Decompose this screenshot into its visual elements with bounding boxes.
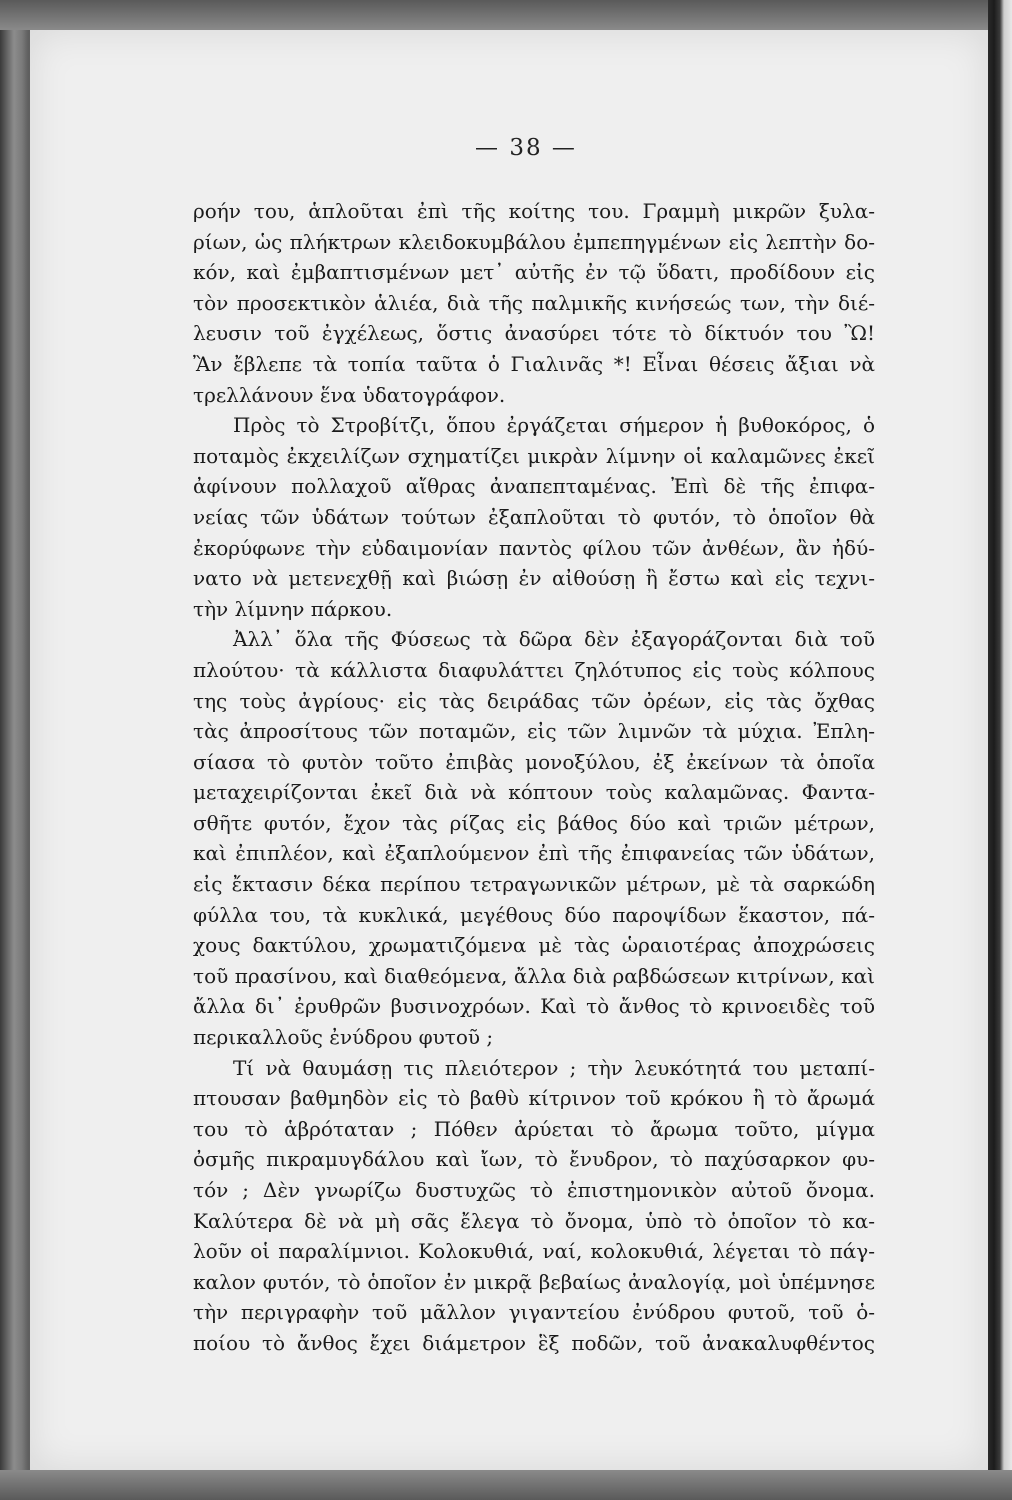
text-line: σθῆτε φυτόν, ἔχον τὰς ρίζας εἰς βάθος δύο καὶ τριῶν μέτρων, [193,810,875,835]
text-line: καλον φυτόν, τὸ ὁποῖον ἐν μικρᾷ βεβαίως ἀναλογίᾳ, μοὶ ὑπέμνησε [193,1269,875,1294]
text-line: νείας τῶν ὑδάτων τούτων ἐξαπλοῦται τὸ φυτόν, τὸ ὁποῖον θὰ [193,504,875,529]
text-line: της τοὺς ἀγρίους· εἰς τὰς δειράδας τῶν ὀρέων, εἰς τὰς ὄχθας [193,688,875,713]
text-line: ὀσμῆς πικραμυγδάλου καὶ ἴων, τὸ ἔνυδρον, τὸ παχύσαρκον φυ- [193,1147,875,1172]
text-line: τὰς ἀπροσίτους τῶν ποταμῶν, εἰς τῶν λιμνῶν τὰ μύχια. Ἐπλη- [193,719,875,744]
text-line: κόν, καὶ ἐμβαπτισμένων μετ᾽ αὐτῆς ἐν τῷ ὕδατι, προδίδουν εἰς [193,260,875,285]
text-line: του τὸ ἁβρόταταν ; Πόθεν ἀρύεται τὸ ἄρωμα τοῦτο, μίγμα [193,1116,875,1141]
text-line: τὴν περιγραφὴν τοῦ μᾶλλον γιγαντείου ἐνύδρου φυτοῦ, τοῦ ὁ- [193,1300,875,1325]
text-line: τοῦ πρασίνου, καὶ διαθεόμενα, ἄλλα διὰ ραβδώσεων κιτρίνων, καὶ [193,963,875,988]
text-line: ποίου τὸ ἄνθος ἔχει διάμετρον ἓξ ποδῶν, τοῦ ἀνακαλυφθέντος [193,1330,875,1355]
text-line: εἰς ἔκτασιν δέκα περίπου τετραγωνικῶν μέτρων, μὲ τὰ σαρκώδη [193,872,875,897]
page-number: — 38 — [475,135,577,161]
book-spine-edge [988,0,1012,1500]
text-line: φύλλα του, τὰ κυκλικά, μεγέθους δύο παροψίδων ἕκαστον, πά- [193,902,875,927]
text-line: λευσιν τοῦ ἐγχέλεως, ὅστις ἀνασύρει τότε τὸ δίκτυόν του Ὢ! [193,321,875,346]
text-line: καὶ ἐπιπλέον, καὶ ἐξαπλούμενον ἐπὶ τῆς ἐπιφανείας τῶν ὑδάτων, [193,841,875,866]
text-line: σίασα τὸ φυτὸν τοῦτο ἐπιβὰς μονοξύλου, ἐξ ἐκείνων τὰ ὁποῖα [193,749,875,774]
scan-bottom-border [0,1470,1012,1500]
text-line: νατο νὰ μετενεχθῇ καὶ βιώσῃ ἐν αἰθούσῃ ἢ ἔστω καὶ εἰς τεχνι- [193,566,875,591]
text-line: ἀφίνουν πολλαχοῦ αἴθρας ἀναπεπταμένας. Ἐπὶ δὲ τῆς ἐπιφα- [193,474,875,499]
text-line: ἄλλα δι᾽ ἐρυθρῶν βυσινοχρόων. Καὶ τὸ ἄνθος τὸ κρινοειδὲς τοῦ [193,994,875,1019]
text-line: λοῦν οἱ παραλίμνιοι. Κολοκυθιά, ναί, κολοκυθιά, λέγεται τὸ πάγ- [193,1239,875,1264]
scan-top-border [0,0,1012,30]
text-line: τόν ; Δὲν γνωρίζω δυστυχῶς τὸ ἐπιστημονικὸν αὐτοῦ ὄνομα. [193,1178,875,1202]
text-line: πτουσαν βαθμηδὸν εἰς τὸ βαθὺ κίτρινον τοῦ κρόκου ἢ τὸ ἄρωμά [193,1086,875,1111]
text-line: Τί νὰ θαυμάσῃ τις πλειότερον ; τὴν λευκότητά του μεταπί- [233,1055,875,1080]
text-line: τρελλάνουν ἕνα ὑδατογράφον. [193,382,506,407]
text-line: μεταχειρίζονται ἐκεῖ διὰ νὰ κόπτουν τοὺς καλαμῶνας. Φαντα- [193,780,875,805]
text-line: Καλύτερα δὲ νὰ μὴ σᾶς ἔλεγα τὸ ὄνομα, ὑπὸ τὸ ὁποῖον τὸ κα- [193,1208,875,1233]
text-line: Ἂν ἔβλεπε τὰ τοπία ταῦτα ὁ Γιαλινᾶς *! Εἶναι θέσεις ἄξιαι νὰ [193,351,875,376]
text-line: Πρὸς τὸ Στροβίτζι, ὅπου ἐργάζεται σήμερον ἡ βυθοκόρος, ὁ [233,413,875,438]
text-line: τὴν λίμνην πάρκου. [193,596,393,621]
text-line: πλούτου· τὰ κάλλιστα διαφυλάττει ζηλότυπος εἰς τοὺς κόλπους [193,657,875,682]
text-line: χους δακτύλου, χρωματιζόμενα μὲ τὰς ὡραιοτέρας ἀποχρώσεις [193,933,875,958]
text-line: Ἀλλ᾽ ὅλα τῆς Φύσεως τὰ δῶρα δὲν ἐξαγοράζονται διὰ τοῦ [233,627,875,652]
text-line: ἐκορύφωνε τὴν εὐδαιμονίαν παντὸς φίλου τῶν ἀνθέων, ἂν ἠδύ- [193,535,875,560]
text-line: περικαλλοῦς ἐνύδρου φυτοῦ ; [193,1025,494,1050]
text-line: ρίων, ὡς πλήκτρων κλειδοκυμβάλου ἐμπεπηγμένων εἰς λεπτὴν δο- [193,229,875,254]
text-line: ροήν του, ἁπλοῦται ἐπὶ τῆς κοίτης του. Γραμμὴ μικρῶν ξυλα- [193,199,875,223]
body-text [193,196,875,1359]
text-line: τὸν προσεκτικὸν ἁλιέα, διὰ τῆς παλμικῆς κινήσεώς των, τὴν διέ- [193,290,875,315]
text-line: ποταμὸς ἐκχειλίζων σχηματίζει μικρὰν λίμνην οἱ καλαμῶνες ἐκεῖ [193,443,875,468]
